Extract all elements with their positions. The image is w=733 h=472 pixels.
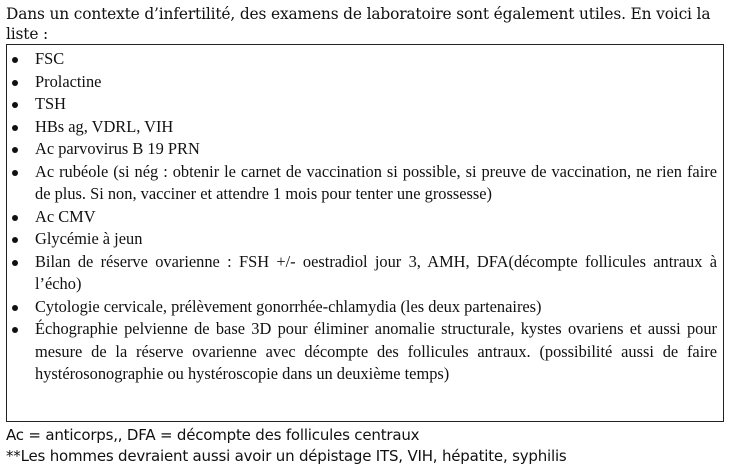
list-item-echographie: Échographie pelvienne de base 3D pour éliminer anomalie structurale, kystes ovariens et aussi pour mesure de la réserve ovarienne avec décompte des follicules antraux. (possibilité aussi de faire hystérosonographie ou hystéroscopie dans un deuxième temps) [7,318,723,386]
abbreviations-note: Ac = anticorps,, DFA = décompte des follicules centraux [6,426,420,444]
list-item-tsh: TSH [7,93,723,116]
list-item-parvovirus: Ac parvovirus B 19 PRN [7,138,723,161]
list-item-hbs-vdrl-vih: HBs ag, VDRL, VIH [7,116,723,139]
lab-tests-box [6,44,724,422]
list-item-glycemie: Glycémie à jeun [7,228,723,251]
list-item-prolactine: Prolactine [7,71,723,94]
list-item-cmv: Ac CMV [7,206,723,229]
lab-tests-list [7,45,723,386]
men-screening-note: **Les hommes devraient aussi avoir un dépistage ITS, VIH, hépatite, syphilis [6,447,567,465]
list-item-rubeole: Ac rubéole (si nég : obtenir le carnet de vaccination si possible, si preuve de vaccination, ne rien faire de plus. Si non, vacciner et attendre 1 mois pour tenter une grossesse) [7,161,723,206]
list-item-reserve-ovarienne: Bilan de réserve ovarienne : FSH +/- oestradiol jour 3, AMH, DFA(décompte follicules antraux à l’écho) [7,251,723,296]
list-item-cytologie: Cytologie cervicale, prélèvement gonorrhée-chlamydia (les deux partenaires) [7,296,723,319]
intro-paragraph: Dans un contexte d’infertilité, des examens de laboratoire sont également utiles. En voici la liste : [6,5,711,43]
list-item-fsc: FSC [7,48,723,71]
